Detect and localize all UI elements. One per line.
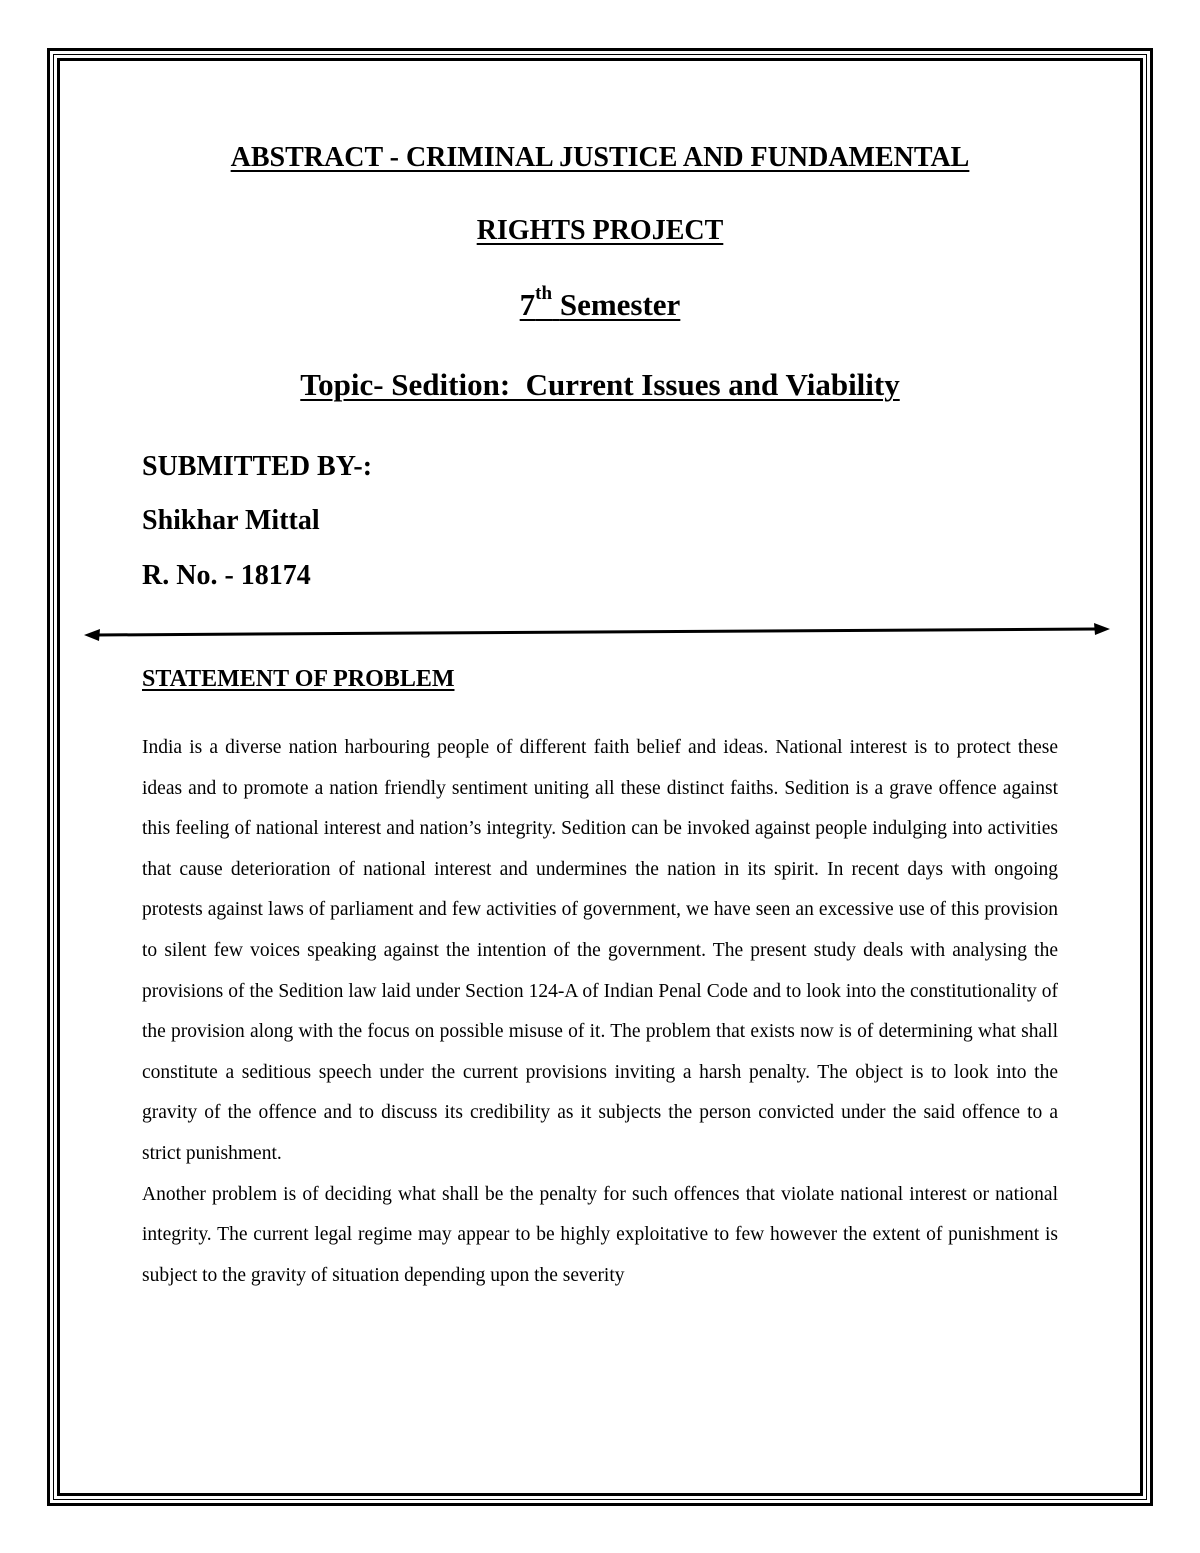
section-heading: STATEMENT OF PROBLEM	[142, 666, 455, 692]
right-arrowhead-icon	[1094, 623, 1110, 635]
semester-label: Semester	[559, 287, 681, 322]
semester-suffix: th	[535, 283, 553, 304]
topic-heading: Topic- Sedition: Current Issues and Viability	[300, 367, 900, 402]
semester-number: 7	[519, 287, 536, 322]
title-line-2: RIGHTS PROJECT	[476, 215, 724, 246]
left-arrowhead-icon	[84, 629, 100, 641]
paragraph-1: India is a diverse nation harbouring people of different faith belief and ideas. National interest is to protect these ideas and to promote a nation friendly sentiment uniting all these distinct faiths. Sedition is a grave offence against this feeling of national interest and nation’s integrity. Sedition can be invoked against people indulging into activities that cause deterioration of national interest and undermines the nation in its spirit. In recent days with ongoing protests against laws of parliament and few activities of government, we have seen an excessive use of this provision to silent few voices speaking against the intention of the government. The present study deals with analysing the provisions of the Sedition law laid under Section 124-A of Indian Penal Code and to look into the constitutionality of the provision along with the focus on possible misuse of it. The problem that exists now is of determining what shall constitute a seditious speech under the current provisions inviting a harsh penalty. The object is to look into the gravity of the offence and to discuss its credibility as it subjects the person convicted under the said offence to a strict punishment.	[142, 737, 1058, 1164]
title-line-1: ABSTRACT - CRIMINAL JUSTICE AND FUNDAMENTAL	[230, 142, 970, 173]
divider-line	[96, 629, 1096, 635]
roll-number: R. No. - 18174	[142, 560, 311, 591]
paragraph-2: Another problem is of deciding what shall be the penalty for such offences that violate national interest or national integrity. The current legal regime may appear to be highly exploitative to few however the extent of punishment is subject to the gravity of situation depending upon the severity	[142, 1183, 1058, 1286]
author-name: Shikhar Mittal	[142, 505, 320, 536]
submitted-by-label: SUBMITTED BY-:	[142, 451, 373, 482]
semester-heading	[0, 283, 1200, 323]
statement-body	[142, 728, 1058, 1296]
double-arrow-divider	[84, 618, 1114, 644]
